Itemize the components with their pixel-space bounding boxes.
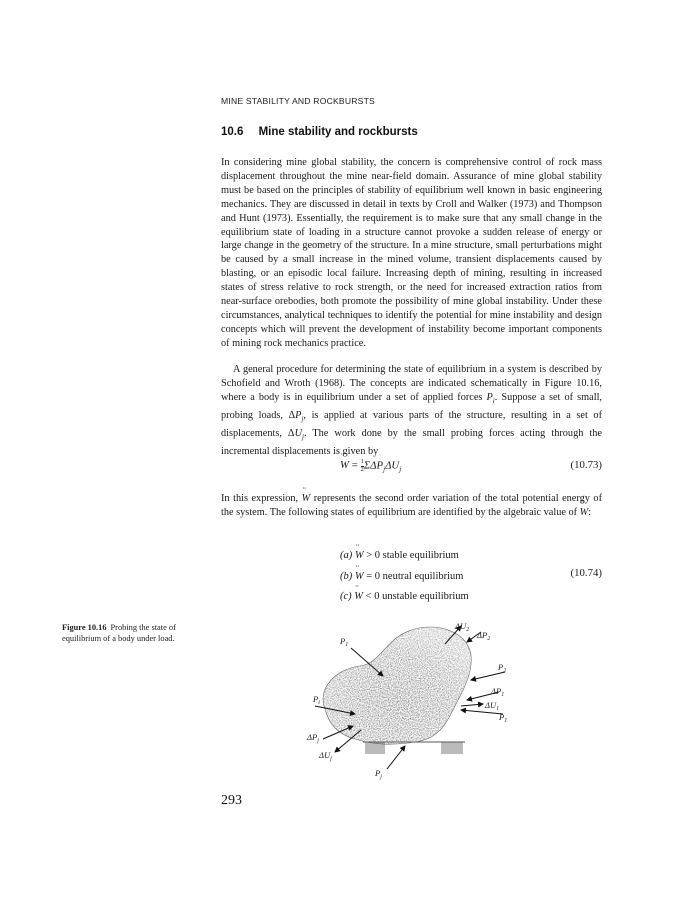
paragraph-1 <box>221 156 602 351</box>
equilibrium-states <box>340 546 469 608</box>
arrow-dU1 <box>461 704 483 706</box>
state-relation: > 0 stable equilibrium <box>363 550 459 561</box>
symbol-sub-j: j <box>301 414 304 423</box>
p3-part2: represents the second order variation of the total potential energy of the system. The following states of equilibrium are identified by the algebraic value of <box>221 493 602 518</box>
label-Pi: $P_i$ <box>313 694 320 706</box>
p2-part4: . The work done by the small probing forces acting through the incremental displacements is given by <box>221 427 602 457</box>
arrow-Pj <box>387 746 405 769</box>
w-double-dot: ¨ W <box>354 587 363 608</box>
label-P1: $P_1$ <box>340 636 349 648</box>
running-head: MINE STABILITY AND ROCKBURSTS <box>221 96 375 106</box>
equation-formula <box>340 459 401 474</box>
label-P1-right: $P_1$ <box>499 712 508 724</box>
w-double-dot: ¨ W <box>355 546 364 567</box>
symbol-sub-j: j <box>302 432 304 441</box>
sub-j: j <box>399 465 402 474</box>
state-label: (c) <box>340 591 352 602</box>
w-double-dot: ¨ W <box>580 506 589 520</box>
paragraph-1-text: In considering mine global stability, the concern is comprehensive control of rock mass displacement throughout the mine near-field domain. Assurance of mine global stability must be based on the principles of stability of equilibrium well known in basic engineering mechanics. They are discussed in detail in texts by Croll and Walker (1973) and Thompson and Hunt (1973). Essentially, the requirement is to make sure that any small change in the equilibrium state of loading in a structure cannot provoke a sudden release of energy or large change in the geometry of the structure. In a mine structure, small perturbations might be caused by a small increase in the mined volume, transient displacements caused by blasting, or an episodic local failure. Increasing depth of mining, resulting in increased states of stress relative to rock strength, or the need for increased extraction ratios from near-surface orebodies, both promote the possibility of mine global instability. Under these circumstances, analytical techniques to identify the potential for mine instability and design concepts which will prevent the development of instability become important components of mining rock mechanics practice. <box>221 157 602 349</box>
paragraph-2 <box>221 363 602 459</box>
sum-delta-P: ΣΔP <box>363 459 384 472</box>
figure-caption <box>62 622 212 644</box>
w-double-dot: ¨ W <box>302 492 311 506</box>
sub-j: j <box>383 465 386 474</box>
equals-sign: = <box>349 459 361 472</box>
section-heading <box>221 126 418 138</box>
symbol-P: P <box>295 409 302 421</box>
label-dUj: $\Delta U_j$ <box>319 750 332 762</box>
p2-part2: . Suppose a set of small, probing loads, Δ <box>221 391 603 421</box>
state-relation: < 0 unstable equilibrium <box>363 591 469 602</box>
page-number: 293 <box>221 793 242 808</box>
symbol-P: P <box>486 391 493 403</box>
equation-number: (10.73) <box>570 459 602 471</box>
state-label: (a) <box>340 550 353 561</box>
equation-10-73 <box>221 459 602 475</box>
w-double-dot: ¨ W <box>340 459 349 471</box>
state-label: (b) <box>340 570 353 582</box>
support-block-right <box>441 742 463 754</box>
equation-number-10-74: (10.74) <box>570 567 602 579</box>
fraction-numerator: 1 <box>360 458 364 465</box>
state-item <box>340 546 469 567</box>
label-dP1: $\Delta P_1$ <box>491 686 505 698</box>
label-Pj: $P_j$ <box>375 768 382 780</box>
fraction-denominator: 2 <box>360 465 364 473</box>
label-dP2: $\Delta P_2$ <box>477 630 491 642</box>
figure-label: Figure 10.16 <box>62 623 107 632</box>
p2-part1: A general procedure for determining the state of equilibrium in a system is described by Schofield and Wroth (1968). The concepts are indicated schematically in Figure 10.16, where a body is in equilibrium under a set of applied forces <box>221 364 602 403</box>
w-double-dot: ¨ W <box>355 567 364 588</box>
label-dU1: $\Delta U_1$ <box>485 700 500 712</box>
paragraph-3-text <box>221 492 602 520</box>
paragraph-2-text <box>221 363 602 459</box>
label-P2: $P_2$ <box>498 662 507 674</box>
state-relation: = 0 neutral equilibrium <box>363 570 464 582</box>
figure-caption-text: Probing the state of equilibrium of a body under load. <box>62 623 176 643</box>
symbol-sub-i: i <box>492 396 495 405</box>
label-dPj: $\Delta P_j$ <box>307 732 319 744</box>
state-item <box>340 567 469 588</box>
section-title: Mine stability and rockbursts <box>258 126 418 138</box>
state-item <box>340 587 469 608</box>
p3-part3: : <box>588 506 592 518</box>
paragraph-3 <box>221 492 602 520</box>
p3-part1: In this expression, <box>221 493 302 504</box>
delta-U: ΔU <box>385 459 400 472</box>
figure-10-16 <box>295 614 508 789</box>
label-dU2: $\Delta U_2$ <box>455 621 470 633</box>
symbol-U: U <box>294 427 302 439</box>
p2-part3: , is applied at various parts of the structure, resulting in a set of displacements, Δ <box>221 409 602 439</box>
section-number: 10.6 <box>221 126 244 138</box>
arrow-P2 <box>471 672 505 680</box>
